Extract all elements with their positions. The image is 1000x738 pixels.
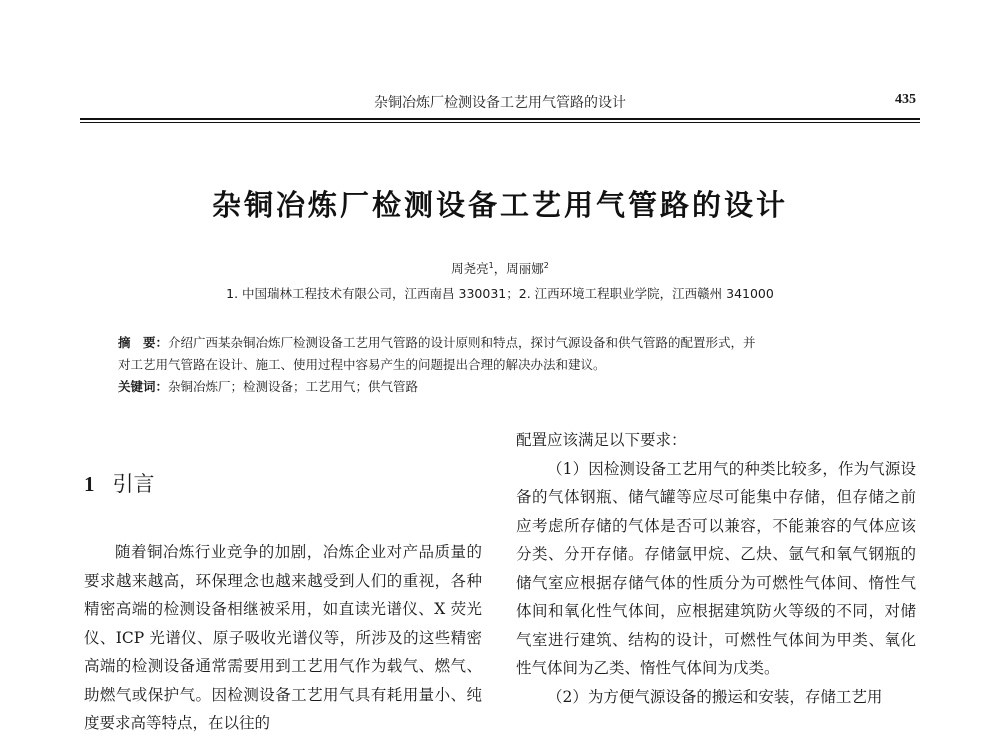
header-rule-thin [80, 122, 920, 123]
section-title: 引言 [112, 472, 155, 496]
right-intro: 配置应该满足以下要求： [516, 431, 687, 449]
right-paragraph-2: （2）为方便气源设备的搬运和安装，存储工艺用 [547, 687, 883, 706]
author-2-affil-mark: 2 [543, 260, 549, 270]
left-paragraph-1: 随着铜冶炼行业竞争的加剧，冶炼企业对产品质量的要求越来越高，环保理念也越来越受到人们的重视，各种精密高端的检测设备相继被采用，如直读光谱仪、X 荧光仪、ICP 光谱仪、原子吸收光谱仪等，所涉及的这些精密高端的检测设备通常需要用到工艺用气作为载气、燃气、助燃气或保护气。因检测设备工艺用气具有耗用量小、纯度要求高等特点，在以往的 [84, 543, 482, 732]
right-column [516, 426, 916, 711]
page-number: 435 [895, 92, 916, 107]
keywords-label: 关键词： [118, 379, 169, 394]
abstract-block [118, 332, 890, 398]
affiliations: 1. 中国瑞林工程技术有限公司，江西南昌 330031；2. 江西环境工程职业学院，江西赣州 341000 [226, 286, 774, 301]
keywords-text: 杂铜冶炼厂；检测设备；工艺用气；供气管路 [168, 379, 419, 394]
running-header-title: 杂铜冶炼厂检测设备工艺用气管路的设计 [374, 95, 626, 111]
abstract-line-2: 对工艺用气管路在设计、施工、使用过程中容易产生的问题提出合理的解决办法和建议。 [118, 357, 606, 372]
author-1: 周尧亮 [451, 261, 489, 276]
running-header [80, 92, 920, 114]
author-line [0, 259, 1000, 277]
abstract-label: 摘 要： [118, 335, 169, 350]
section-number: 1 [84, 472, 95, 496]
author-1-affil-mark: 1 [488, 260, 494, 270]
author-separator: ， [493, 261, 507, 276]
right-paragraph-1: （1）因检测设备工艺用气的种类比较多，作为气源设备的气体钢瓶、储气罐等应尽可能集中存储，但存储之前应考虑所存储的气体是否可以兼容，不能兼容的气体应该分类、分开存储。存储氩甲烷、乙炔、氩气和氧气钢瓶的储气室应根据存储气体的性质分为可燃性气体间、惰性气体间和氧化性气体间，应根据建筑防火等级的不同，对储气室进行建筑、结构的设计，可燃性气体间为甲类、氧化性气体间为乙类、惰性气体间为戊类。 [516, 459, 916, 677]
header-rule-thick [80, 118, 920, 120]
section-heading [84, 468, 155, 498]
left-column [84, 538, 482, 738]
paper-title: 杂铜冶炼厂检测设备工艺用气管路的设计 [211, 188, 788, 222]
abstract-line-1: 介绍广西某杂铜冶炼厂检测设备工艺用气管路的设计原则和特点，探讨气源设备和供气管路的配置形式，并 [168, 335, 756, 350]
author-2: 周丽娜 [506, 261, 544, 276]
